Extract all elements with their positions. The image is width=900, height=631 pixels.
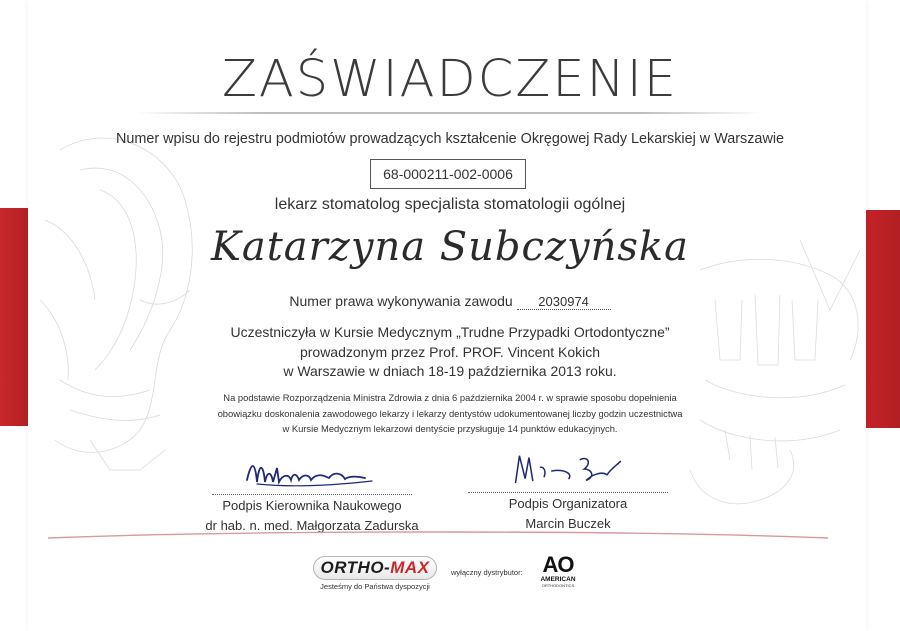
ao-name: AMERICAN <box>540 576 576 583</box>
signature-line <box>212 492 412 495</box>
license-number-field <box>517 293 611 310</box>
course-description <box>0 323 900 382</box>
legal-line: Na podstawie Rozporządzenia Ministra Zdrowia z dnia 6 października 2004 r. w sprawie sposobu dopełnienia <box>223 392 677 403</box>
certificate-title: ZAŚWIADCZENIE <box>221 50 678 109</box>
ortho-max-badge <box>313 556 437 580</box>
max-logo-text: MAX <box>390 558 430 577</box>
signature-label: Podpis Organizatora <box>508 496 628 511</box>
signature-label: Podpis Kierownika Naukowego <box>222 498 402 513</box>
registry-number-box: 68-000211-002-0006 <box>370 159 526 189</box>
ortho-logo-text: ORTHO- <box>320 558 391 577</box>
registry-text: Numer wpisu do rejestru podmiotów prowadzących kształcenie Okręgowej Rady Lekarskiej w Warszawie <box>115 131 785 147</box>
bottom-divider <box>48 528 828 542</box>
ao-sub: ORTHODONTICS <box>541 583 575 588</box>
signatory-name: Marcin Buczek <box>525 516 611 531</box>
license-row <box>0 293 900 310</box>
signature-zadurska <box>237 452 387 492</box>
course-line: Uczestniczyła w Kursie Medycznym „Trudne Przypadki Ortodontyczne” <box>230 324 670 340</box>
specialty-text: lekarz stomatolog specjalista stomatologii ogólnej <box>274 196 626 213</box>
license-number: 2030974 <box>538 294 589 309</box>
ortho-tagline: Jesteśmy do Państwa dyspozycji <box>320 582 430 591</box>
signatory-name: dr hab. n. med. Małgorzata Zadurska <box>205 518 419 533</box>
footer <box>0 548 900 598</box>
legal-line: w Kursie Medycznym lekarzowi dentyście przysługuje 14 punktów edukacyjnych. <box>282 423 618 434</box>
legal-notice <box>0 390 900 437</box>
legal-line: obowiązku doskonalenia zawodowego lekarzy i lekarzy dentystów udokumentowanej liczby godzin uczestnictwa <box>217 407 683 419</box>
american-orthodontics-logo <box>528 554 588 594</box>
distributor-label: wyłączny dystrybutor: <box>451 568 523 577</box>
recipient-name: Katarzyna Subczyńska <box>211 224 689 270</box>
organizer-signature <box>438 450 698 531</box>
scientific-director-signature <box>182 452 442 533</box>
ortho-max-logo <box>313 556 441 592</box>
ao-mark: AO <box>542 552 574 577</box>
signature-line <box>468 490 668 493</box>
signature-buczek <box>493 450 643 490</box>
license-label: Numer prawa wykonywania zawodu <box>289 293 513 309</box>
course-line: w Warszawie w dniach 18-19 października 2013 roku. <box>283 363 617 379</box>
title-divider <box>135 112 765 114</box>
course-line: prowadzonym przez Prof. PROF. Vincent Kokich <box>299 343 601 360</box>
